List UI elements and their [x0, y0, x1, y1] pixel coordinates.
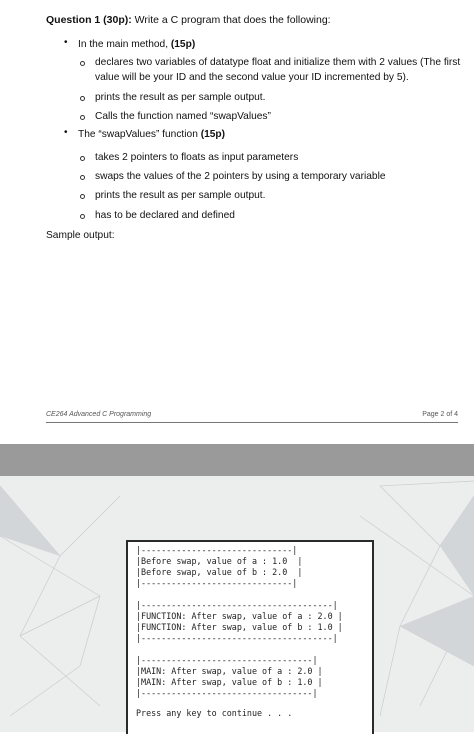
- console-line: |--------------------------------------|: [136, 633, 338, 643]
- console-line: |Before swap, value of b : 2.0 |: [136, 567, 303, 577]
- main-item-2: prints the result as per sample output.: [95, 92, 266, 103]
- main-method-heading: In the main method, (15p): [78, 39, 196, 50]
- footer-page-number: Page 2 of 4: [422, 411, 458, 418]
- main-item-1-cont: value will be your ID and the second value your ID incremented by 5).: [95, 72, 409, 83]
- console-line: |------------------------------|: [136, 578, 298, 588]
- console-line: |MAIN: After swap, value of b : 1.0 |: [136, 677, 323, 687]
- circle-bullet-icon: [80, 96, 85, 101]
- page-gap: [0, 444, 474, 476]
- footer-divider: [46, 422, 458, 423]
- bullet-icon: •: [64, 37, 68, 48]
- main-item-3: Calls the function named “swapValues”: [95, 111, 271, 122]
- swap-item-4: has to be declared and defined: [95, 210, 235, 221]
- question-text: Write a C program that does the following:: [131, 14, 331, 26]
- console-line: |MAIN: After swap, value of a : 2.0 |: [136, 666, 323, 676]
- swap-function-heading: The “swapValues” function (15p): [78, 129, 226, 140]
- console-prompt: Press any key to continue . . .: [136, 708, 293, 718]
- swap-item-2: swaps the values of the 2 pointers by using a temporary variable: [95, 171, 386, 182]
- console-line: |----------------------------------|: [136, 688, 318, 698]
- circle-bullet-icon: [80, 194, 85, 199]
- console-line: |------------------------------|: [136, 545, 298, 555]
- circle-bullet-icon: [80, 175, 85, 180]
- console-line: |----------------------------------|: [136, 655, 318, 665]
- console-output-window: [126, 540, 374, 734]
- sample-output-label: Sample output:: [46, 230, 115, 241]
- console-line: |Before swap, value of a : 1.0 |: [136, 556, 303, 566]
- console-line: |--------------------------------------|: [136, 600, 338, 610]
- circle-bullet-icon: [80, 115, 85, 120]
- circle-bullet-icon: [80, 61, 85, 66]
- swap-item-3: prints the result as per sample output.: [95, 190, 266, 201]
- console-line: |FUNCTION: After swap, value of a : 2.0 |: [136, 611, 343, 621]
- circle-bullet-icon: [80, 214, 85, 219]
- question-label: Question 1 (30p):: [46, 14, 132, 26]
- footer-course: CE264 Advanced C Programming: [46, 411, 152, 418]
- console-line: |FUNCTION: After swap, value of b : 1.0 |: [136, 622, 343, 632]
- question-title: [46, 14, 331, 26]
- swap-item-1: takes 2 pointers to floats as input parameters: [95, 152, 299, 163]
- main-item-1: declares two variables of datatype float and initialize them with 2 values (The first: [95, 57, 461, 68]
- circle-bullet-icon: [80, 156, 85, 161]
- bullet-icon: •: [64, 127, 68, 138]
